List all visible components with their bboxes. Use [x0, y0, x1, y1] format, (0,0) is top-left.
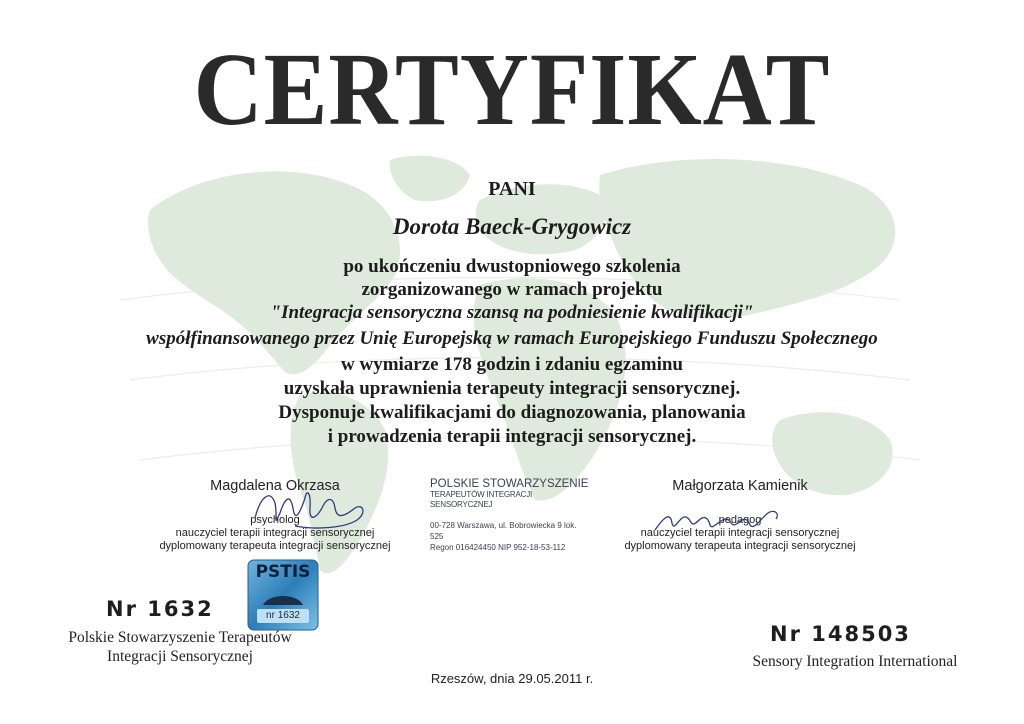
recipient-name: Dorota Baeck-Grygowicz — [392, 214, 632, 239]
salutation: PANI — [488, 178, 536, 200]
left-org-name — [30, 628, 330, 666]
signatory-right-line2: dyplomowany terapeuta integracji sensorycznej — [624, 540, 856, 552]
left-org-name-line1: Polskie Stowarzyszenie Terapeutów — [68, 629, 292, 646]
badge-logo-text: PSTIS — [255, 562, 311, 582]
signatory-left-line2: dyplomowany terapeuta integracji sensorycznej — [159, 540, 391, 552]
signatory-right-role: pedagog — [718, 514, 762, 526]
signatory-left-line1: nauczyciel terapii integracji sensorycznej — [175, 527, 375, 539]
certificate-title: CERTYFIKAT — [193, 32, 831, 147]
left-org-name-line2: Integracji Sensorycznej — [107, 648, 253, 665]
body-line-8: i prowadzenia terapii integracji sensorycznej. — [327, 426, 697, 447]
signature-right — [650, 495, 790, 540]
stamp-line-1: POLSKIE STOWARZYSZENIE — [430, 478, 589, 490]
body-line-7: Dysponuje kwalifikacjami do diagnozowania, planowania — [278, 402, 746, 423]
signatory-right-name: Małgorzata Kamienik — [672, 478, 808, 494]
left-org-number: Nr 1632 — [106, 597, 214, 621]
right-org-number: Nr 148503 — [770, 622, 911, 646]
right-org-name: Sensory Integration International — [752, 653, 958, 670]
badge-number: nr 1632 — [266, 610, 300, 621]
body-line-1: po ukończeniu dwustopniowego szkolenia — [343, 256, 681, 277]
stamp-line-3: 00-728 Warszawa, ul. Bobrowiecka 9 lok. 525 — [430, 521, 577, 541]
association-stamp — [430, 478, 590, 553]
body-line-5: w wymiarze 178 godzin i zdaniu egzaminu — [341, 354, 683, 375]
signature-left — [245, 478, 375, 538]
body-line-4: współfinansowanego przez Unię Europejską w ramach Europejskiego Funduszu Społecznego — [146, 328, 878, 349]
signatory-right-line1: nauczyciel terapii integracji sensorycznej — [640, 527, 840, 539]
signatory-left-name: Magdalena Okrzasa — [210, 478, 340, 494]
stamp-line-2: TERAPEUTÓW INTEGRACJI SENSORYCZNEJ — [430, 490, 533, 509]
stamp-line-4: Regon 016424450 NIP 952-18-53-112 — [430, 543, 566, 552]
body-line-3: "Integracja sensoryczna szansą na podniesienie kwalifikacji" — [270, 302, 754, 323]
pstis-hologram-badge — [247, 559, 319, 631]
issue-date: Rzeszów, dnia 29.05.2011 r. — [430, 671, 594, 686]
body-line-6: uzyskała uprawnienia terapeuty integracji sensorycznej. — [283, 378, 741, 399]
body-line-2: zorganizowanego w ramach projektu — [361, 279, 663, 300]
signatory-left-role: psycholog — [250, 514, 300, 526]
